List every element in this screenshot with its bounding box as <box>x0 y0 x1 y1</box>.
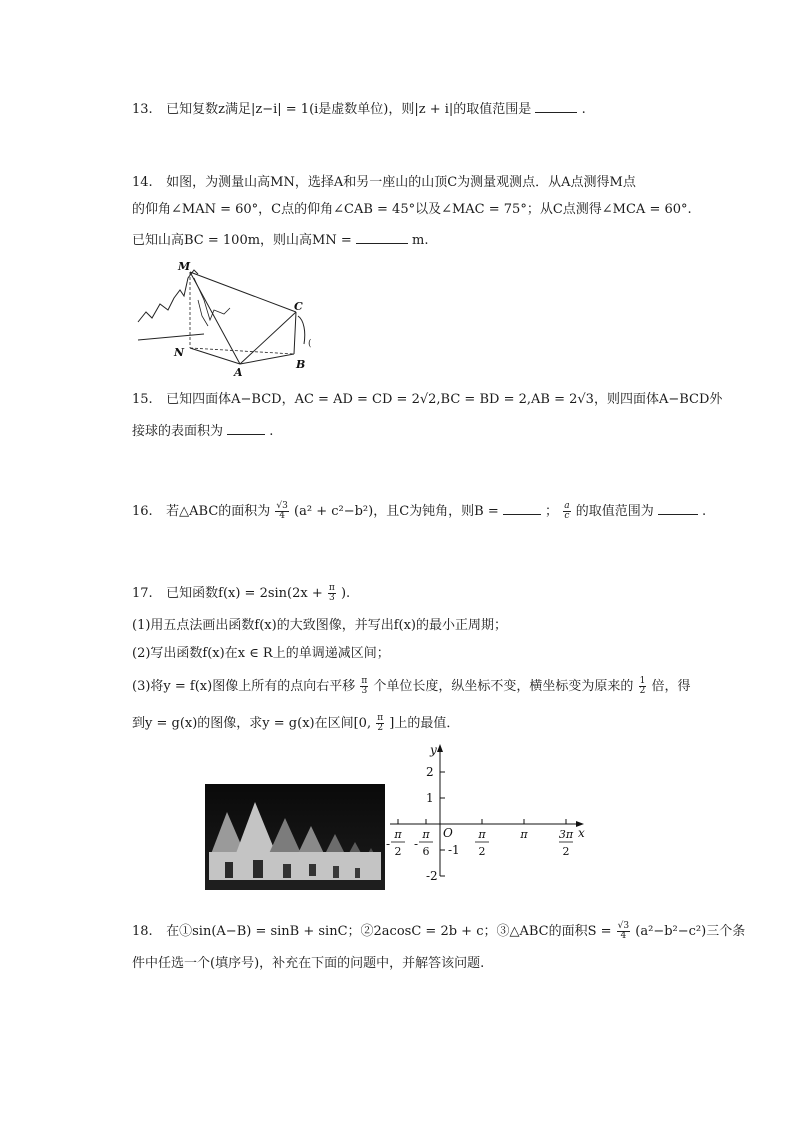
x-tick-label <box>559 828 574 858</box>
mountain-figure <box>134 260 314 378</box>
question-number: 18. <box>132 924 153 939</box>
y-tick-label: 2 <box>426 765 434 779</box>
question-17-part-3 <box>132 677 690 696</box>
coordinate-axes <box>388 744 598 884</box>
figure-mark: ( <box>308 339 312 349</box>
question-text: 已知山高BC = 100m，则山高MN = <box>132 233 352 248</box>
question-text: (a²−b²−c²)三个条 <box>635 924 746 939</box>
question-number: 17. <box>132 586 153 601</box>
svg-text:-: - <box>386 837 391 851</box>
question-text: 个单位长度，纵坐标不变，横坐标变为原来的 <box>373 679 634 694</box>
svg-text:π: π <box>520 828 528 841</box>
x-tick-label <box>475 828 489 858</box>
origin-label: O <box>443 826 453 840</box>
question-text: (1)用五点法画出函数f(x)的大致图像，并写出f(x)的最小正周期； <box>132 618 507 633</box>
fraction: $\frac{√3}{4}$ <box>276 501 288 521</box>
question-number: 13. <box>132 102 153 117</box>
x-tick-label <box>414 828 433 858</box>
question-number: 14. <box>132 175 153 190</box>
question-text: 已知函数f(x) = 2sin(2x + <box>166 586 323 601</box>
sqrt-symbol: √ <box>419 392 429 407</box>
label-B: B <box>296 358 306 371</box>
question-text: (a² + c²−b²)，且C为钝角，则B = <box>294 504 499 519</box>
sqrt-symbol: √ <box>577 392 586 407</box>
svg-text:π: π <box>422 828 430 841</box>
fraction: $\frac{\pi}{3}$ <box>328 583 335 603</box>
question-text: 的取值范围为 <box>575 504 654 519</box>
question-15-line-1 <box>132 391 722 409</box>
question-18-line-1 <box>132 922 745 941</box>
question-14-line-2 <box>132 201 692 219</box>
y-axis-arrow <box>437 744 443 752</box>
answer-blank[interactable] <box>356 229 408 244</box>
question-text: 接球的表面积为 <box>132 424 224 439</box>
fraction: $\frac{√3}{4}$ <box>617 921 630 941</box>
question-text: ). <box>340 586 351 601</box>
question-text: ； <box>545 504 559 519</box>
question-14-line-1 <box>132 174 636 192</box>
answer-blank-1[interactable] <box>503 500 541 515</box>
question-text: 2,BC = BD = 2,AB = 2 <box>428 392 578 407</box>
question-text: (3)将y = f(x)图像上所有的点向右平移 <box>132 679 356 694</box>
question-text: 件中任选一个(填序号)，补充在下面的问题中，并解答该问题. <box>132 956 485 971</box>
fraction: $\frac{1}{2}$ <box>639 676 646 696</box>
y-tick-label: -1 <box>448 843 460 857</box>
x-axis-label: x <box>578 826 585 840</box>
label-N: N <box>174 346 185 359</box>
svg-text:2: 2 <box>562 845 570 858</box>
question-text: 倍，得 <box>651 679 691 694</box>
label-M: M <box>178 260 191 273</box>
question-text: 在①sin(A−B) = sinB + sinC；②2acosC = 2b + c；③△ABC的面积S = <box>166 924 612 939</box>
question-tail: m. <box>412 233 429 248</box>
question-number: 16. <box>132 504 153 519</box>
fraction: $\frac{\pi}{3}$ <box>361 676 368 696</box>
question-tail: . <box>581 102 586 117</box>
photo-image <box>205 784 385 890</box>
question-17-part-3-cont <box>132 714 459 733</box>
x-tick-label <box>386 828 405 858</box>
question-17-title <box>132 584 350 603</box>
question-number: 15. <box>132 392 153 407</box>
svg-text:3π: 3π <box>558 828 574 841</box>
svg-text:2: 2 <box>394 845 402 858</box>
svg-text:π: π <box>394 828 402 841</box>
y-tick-label: -2 <box>426 869 438 883</box>
question-text: ]上的最值． <box>389 716 460 731</box>
question-text: (2)写出函数f(x)在x ∈ R上的单调递减区间； <box>132 646 390 661</box>
question-tail: . <box>269 424 274 439</box>
question-text: 若△ABC的面积为 <box>166 504 271 519</box>
question-text: 已知四面体A−BCD，AC = AD = CD = 2 <box>166 392 420 407</box>
answer-blank[interactable] <box>535 98 577 113</box>
question-13 <box>132 98 586 119</box>
question-18-line-2 <box>132 955 484 973</box>
question-17-part-2 <box>132 645 390 663</box>
fraction: $\frac{\pi}{2}$ <box>377 713 384 733</box>
label-A: A <box>234 366 243 379</box>
question-15-line-2 <box>132 420 273 441</box>
question-tail: . <box>702 504 707 519</box>
question-text: 3，则四面体A−BCD外 <box>585 392 723 407</box>
y-tick-label: 1 <box>426 791 434 805</box>
label-C: C <box>294 300 303 313</box>
svg-text:6: 6 <box>422 845 430 858</box>
y-axis-label: y <box>430 743 437 757</box>
question-17-part-1 <box>132 617 507 635</box>
svg-text:-: - <box>414 837 419 851</box>
question-text: 的仰角∠MAN = 60°，C点的仰角∠CAB = 45°以及∠MAC = 75°；从C点测得∠MCA = 60°. <box>132 202 692 217</box>
question-16 <box>132 500 706 521</box>
question-14-line-3 <box>132 229 429 250</box>
svg-text:2: 2 <box>478 845 486 858</box>
fraction: $\frac{a}{c}$ <box>564 501 570 521</box>
question-text: 到y = g(x)的图像，求y = g(x)在区间[0, <box>132 716 372 731</box>
question-text: 如图，为测量山高MN，选择A和另一座山的山顶C为测量观测点．从A点测得M点 <box>166 175 636 190</box>
question-text: 已知复数z满足|z−i| = 1(i是虚数单位)，则|z + i|的取值范围是 <box>166 102 532 117</box>
x-tick-label <box>519 828 528 841</box>
answer-blank[interactable] <box>227 420 265 435</box>
answer-blank-2[interactable] <box>658 500 698 515</box>
svg-text:π: π <box>478 828 486 841</box>
